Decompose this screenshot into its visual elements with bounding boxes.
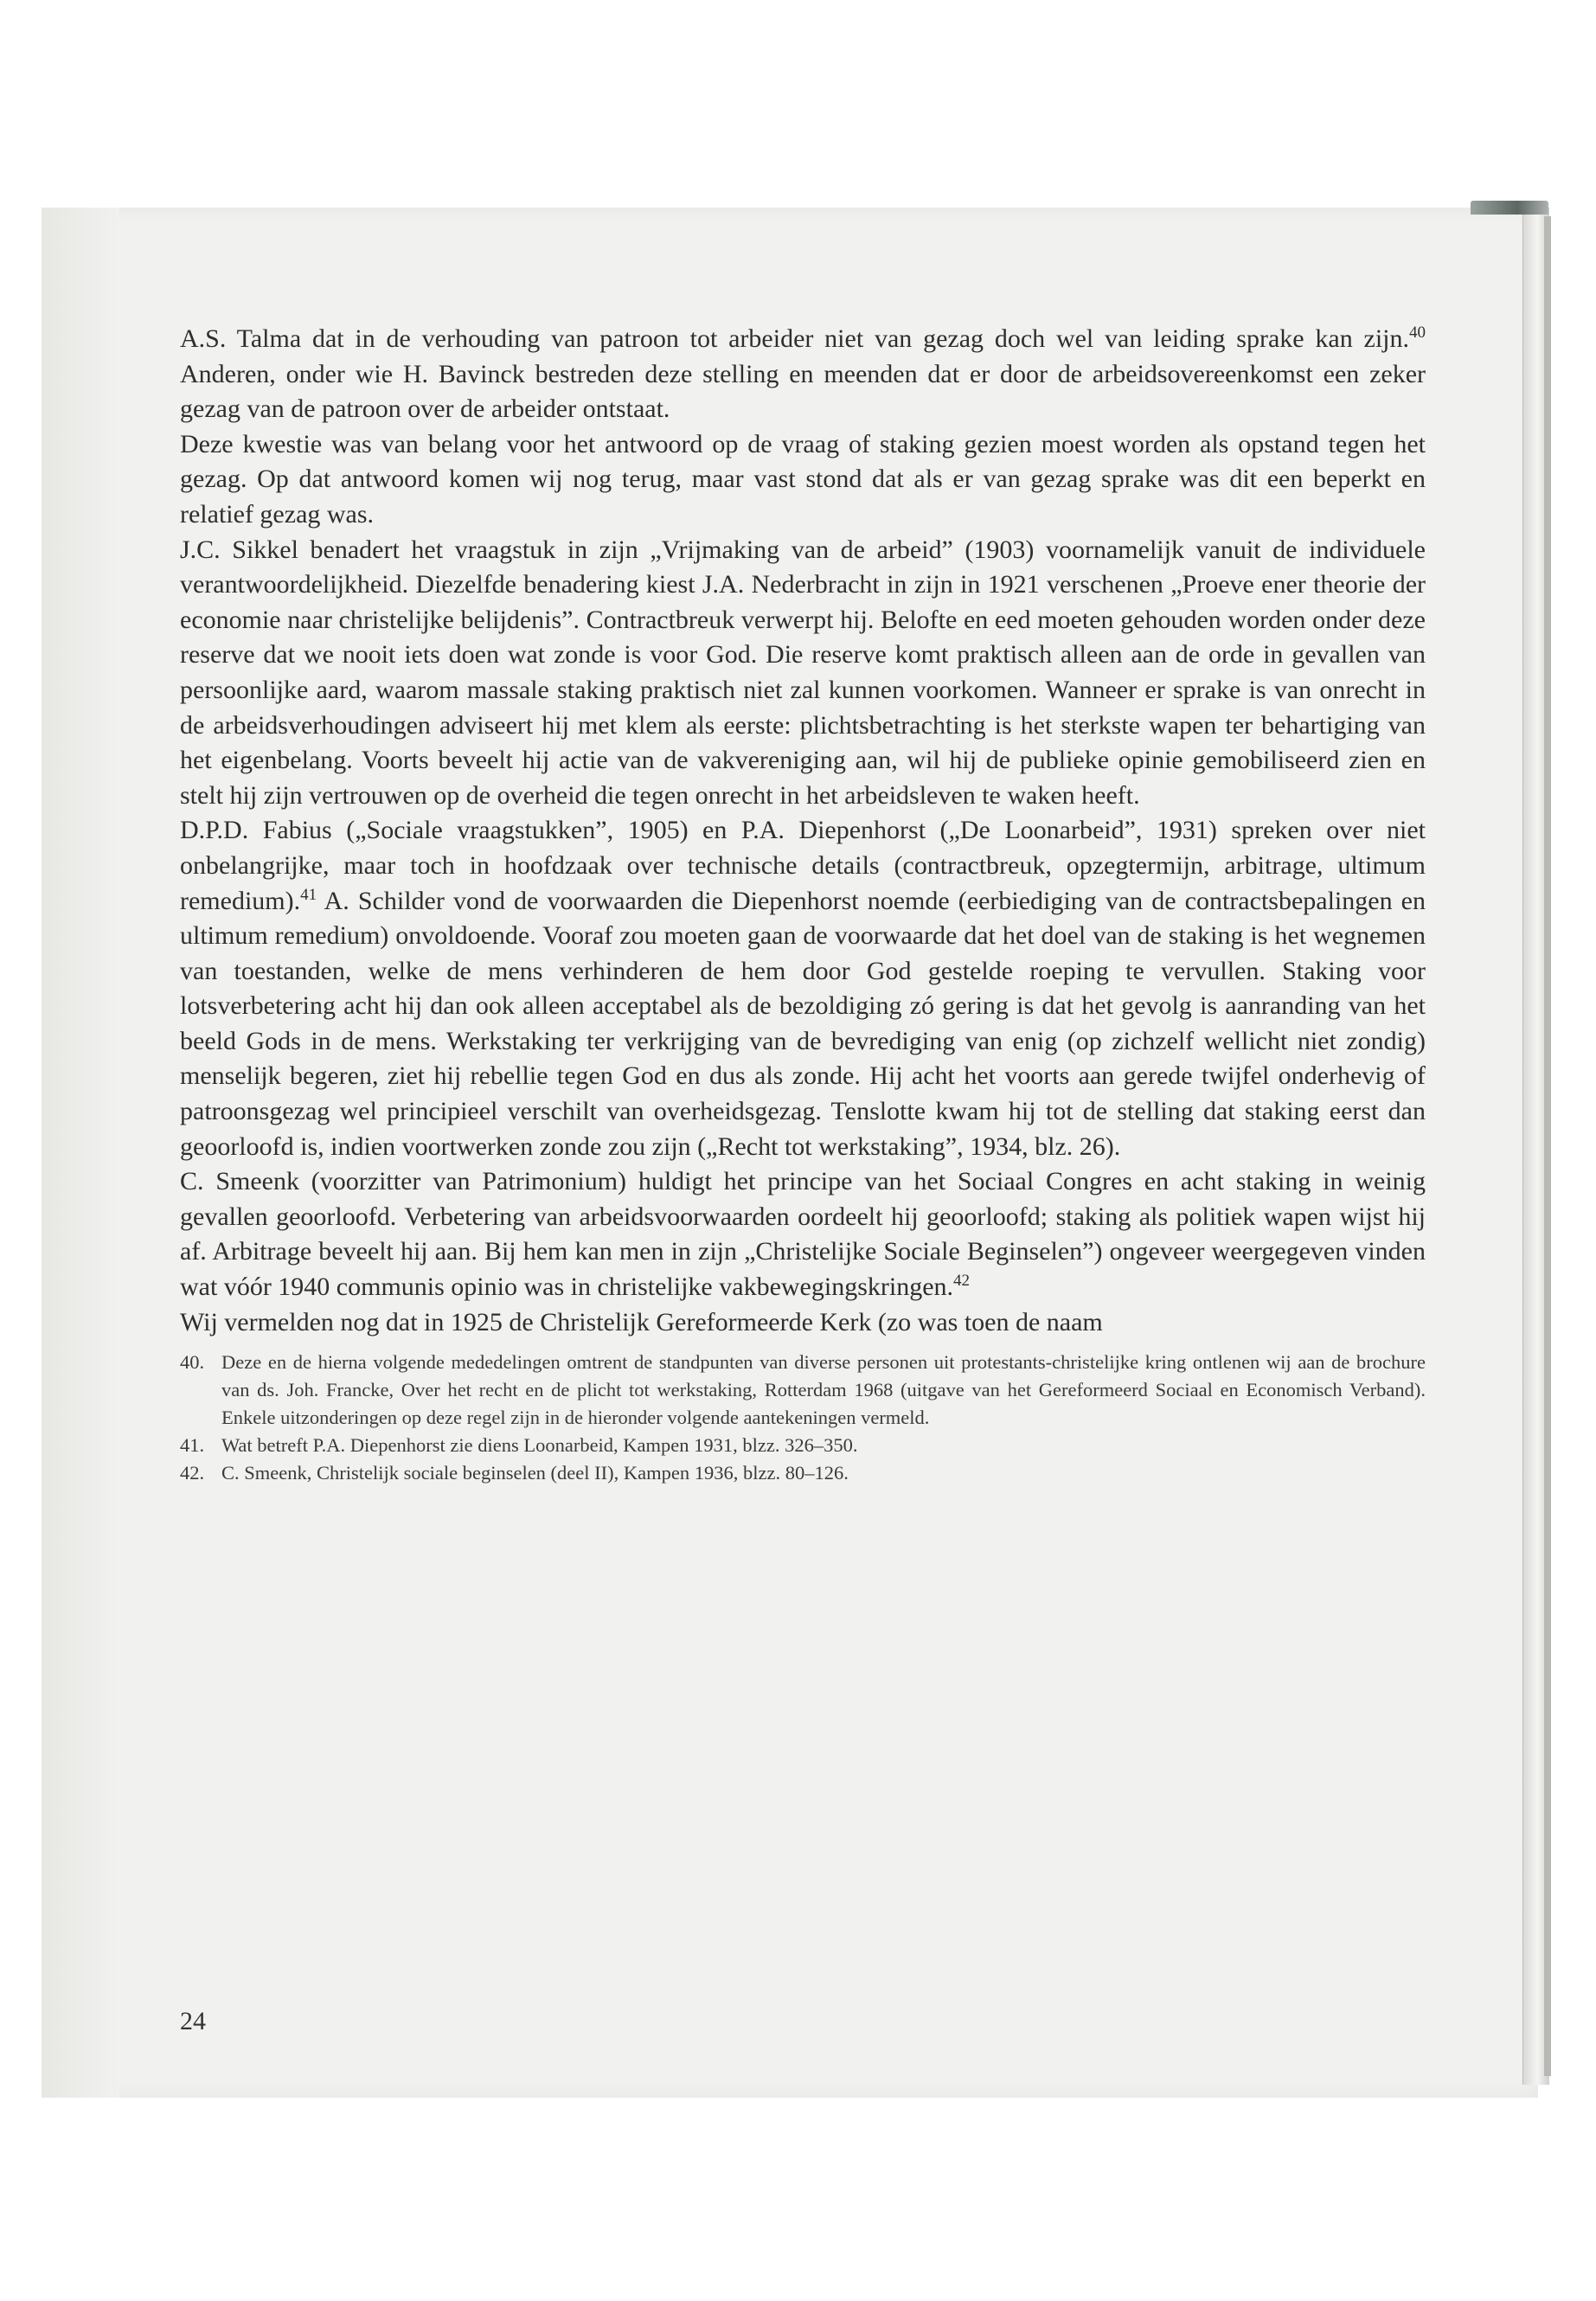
footnote-ref-42[interactable]: 42 xyxy=(953,1272,971,1291)
footnote-text: Wat betreft P.A. Diepenhorst zie diens Loonarbeid, Kampen 1931, blzz. 326–350. xyxy=(221,1434,858,1457)
paragraph-sikkel: J.C. Sikkel benadert het vraagstuk in zijn „Vrijmaking van de arbeid” (1903) voornamelijk vanuit de individuele verantwoordelijkheid. Diezelfde benadering kiest J.A. Nederbracht in zijn in 1921 verschenen „Proeve ener theorie der economie naar christelijke belijdenis”. Contractbreuk verwerpt hij. Belofte en eed moeten gehouden worden onder deze reserve dat we nooit iets doen wat zonde is voor God. Die reserve komt praktisch alleen aan de orde in gevallen van persoonlijke aard, waarom massale staking praktisch niet zal kunnen voorkomen. Wanneer er sprake is van onrecht in de arbeidsverhoudingen adviseert hij met klem als eerste: plichtsbetrachting is het sterkste wapen ter behartiging van het eigenbelang. Voorts beveelt hij actie van de vakvereniging aan, wil hij de publieke opinie gemobiliseerd zien en stelt hij zijn vertrouwen op de overheid die tegen onrecht in het arbeidsleven te waken heeft. xyxy=(180,535,1426,810)
paragraph-gezag: Deze kwestie was van belang voor het antwoord op de vraag of staking gezien moest worden als opstand tegen het gezag. Op dat antwoord komen wij nog terug, maar vast stond dat als er van gezag sprake was dit een beperkt en relatief gezag was. xyxy=(180,429,1426,529)
paragraph-text: A.S. Talma dat in de verhouding van patroon tot arbeider niet van gezag doch wel van leiding sprake kan zijn. xyxy=(180,324,1409,353)
footnote-40 xyxy=(180,1349,1426,1432)
paragraph-text: C. Smeenk (voorzitter van Patrimonium) huldigt het principe van het Sociaal Congres en acht staking in weinig gevallen geoorloofd. Verbetering van arbeidsvoorwaarden oordeelt hij geoorloofd; staking als politiek wapen wijst hij af. Arbitrage beveelt hij aan. Bij hem kan men in zijn „Christelijke Sociale Beginselen”) ongeveer weergegeven vinden wat vóór 1940 communis opinio was in christelijke vakbewegingskringen. xyxy=(180,1167,1426,1302)
footnote-41 xyxy=(180,1432,1426,1459)
paragraph-text: D.P.D. Fabius („Sociale vraagstukken”, 1905) en P.A. Diepenhorst („De Loonarbeid”, 1931) spreken over niet onbelangrijke, maar toch in hoofdzaak over technische details (contractbreuk, opzegtermijn, arbitrage, ultimum remedium). xyxy=(180,816,1426,915)
paragraph-fabius xyxy=(180,813,1426,1164)
footnote-text: Deze en de hierna volgende mededelingen omtrent de standpunten van diverse personen uit protestants-christelijke kring ontlenen wij aan de brochure van ds. Joh. Francke, Over het recht en de plicht tot werkstaking, Rotterdam 1968 (uitgave van het Gereformeerd Sociaal en Economisch Verband). Enkele uitzonderingen op deze regel zijn in de hieronder volgende aantekeningen vermeld. xyxy=(221,1351,1426,1429)
footnote-ref-41[interactable]: 41 xyxy=(300,885,317,904)
footnotes xyxy=(180,1349,1426,1487)
footnote-number: 42. xyxy=(180,1462,205,1484)
page-number: 24 xyxy=(180,2007,206,2035)
book-corner-tab xyxy=(1471,201,1548,215)
page-body xyxy=(180,322,1426,1487)
footnote-ref-40[interactable]: 40 xyxy=(1409,324,1426,342)
paragraph-text: A. Schilder vond de voorwaarden die Diepenhorst noemde (eerbiediging van de contractsbepalingen en ultimum remedium) onvoldoende. Vooraf zou moeten gaan de voorwaarde dat het doel van de staking is het wegnemen van toestanden, welke de mens verhinderen de hem door God gestelde roeping te vervullen. Staking voor lotsverbetering acht hij dan ook alleen acceptabel als de bezoldiging zó gering is dat het gevolg is aanranding van het beeld Gods in de mens. Werkstaking ter verkrijging van de bevrediging van enig (op zichzelf wellicht niet zondig) menselijk begeren, ziet hij rebellie tegen God en dus als zonde. Hij acht het voorts aan gerede twijfel onderhevig of patroonsgezag wel principieel verschilt van overheidsgezag. Tenslotte kwam hij tot de stelling dat staking eerst dan geoorloofd is, indien voortwerken zonde zou zijn („Recht tot werkstaking”, 1934, blz. 26). xyxy=(180,886,1426,1161)
page-edge-shadow xyxy=(1544,216,1551,2076)
paragraph-smeenk xyxy=(180,1164,1426,1304)
paragraph-talma xyxy=(180,322,1426,427)
footnote-number: 41. xyxy=(180,1434,205,1457)
footnote-text: C. Smeenk, Christelijk sociale beginselen (deel II), Kampen 1936, blzz. 80–126. xyxy=(221,1462,849,1484)
page-gutter xyxy=(42,208,119,2098)
footnote-42 xyxy=(180,1459,1426,1487)
paragraph-kerk: Wij vermelden nog dat in 1925 de Christelijk Gereformeerde Kerk (zo was toen de naam xyxy=(180,1307,1103,1336)
paragraph-text: Anderen, onder wie H. Bavinck bestreden deze stelling en meenden dat er door de arbeidsovereenkomst een zeker gezag van de patroon over de arbeider ontstaat. xyxy=(180,359,1426,424)
footnote-number: 40. xyxy=(180,1351,205,1374)
